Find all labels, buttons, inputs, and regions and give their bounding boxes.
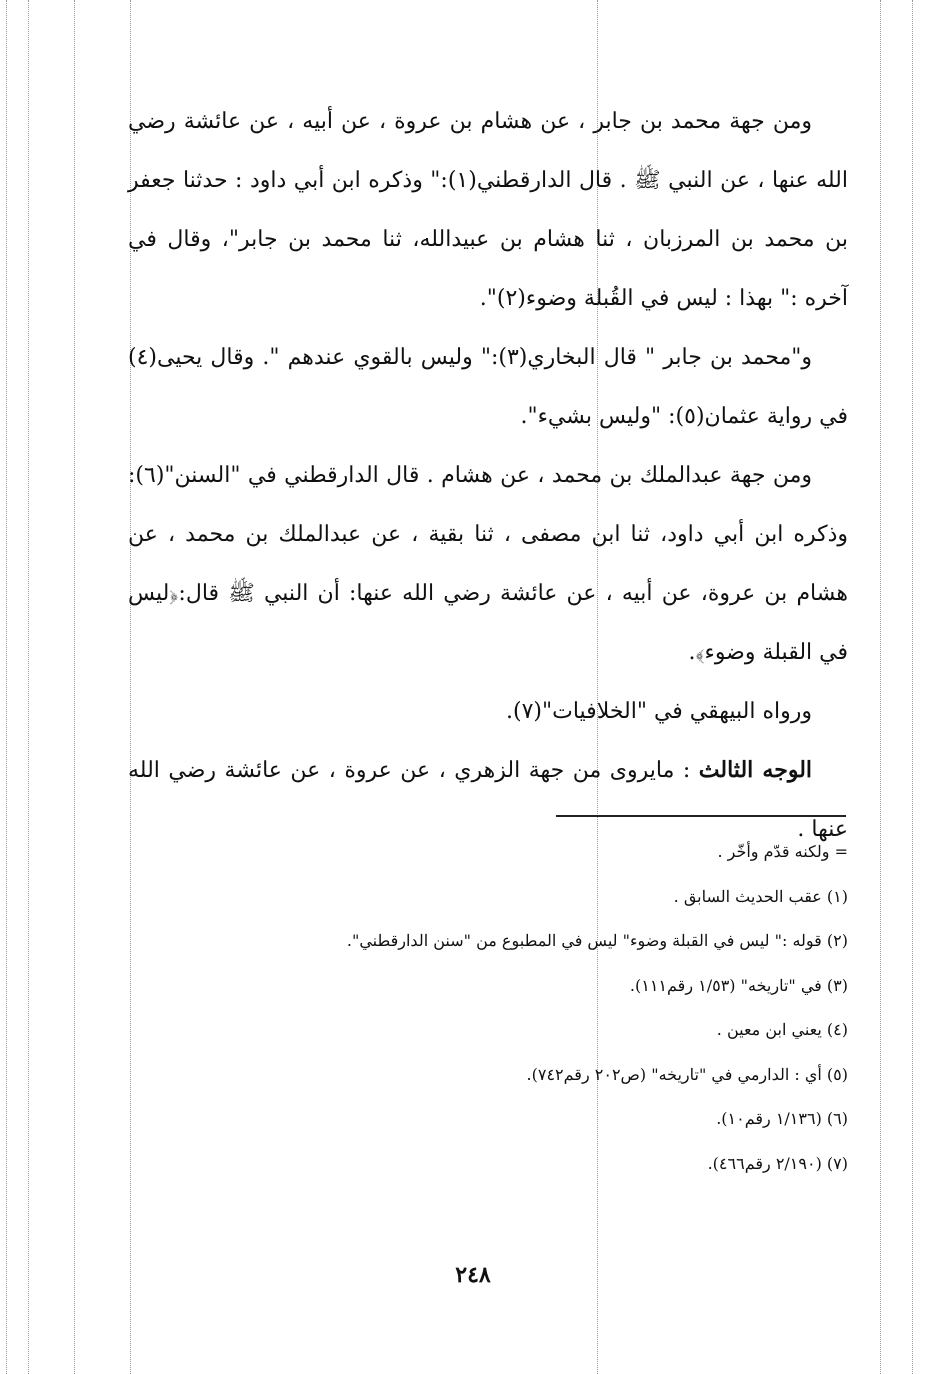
paragraph: ورواه البيهقي في "الخلافيات"(٧). [506, 699, 812, 724]
footnote: (٥) أي : الدارمي في "تاريخه" (ص٢٠٢ رقم٧٤٢). [526, 1064, 848, 1084]
main-text [128, 92, 848, 859]
footnote: (٢) قوله :" ليس في القبلة وضوء" ليس في المطبوع من "سنن الدارقطني". [346, 931, 848, 950]
footnote: (٤) يعني ابن معين . [716, 1020, 848, 1039]
footnote: (٦) (١/١٣٦ رقم١٠). [716, 1109, 848, 1128]
scan-dotted-line [28, 0, 29, 1374]
footnote: (٧) (٢/١٩٠ رقم٤٦٦). [707, 1153, 848, 1173]
scan-dotted-line [74, 0, 75, 1374]
footnote: = ولكنه قدّم وأخّر . [717, 842, 848, 861]
section-text: : مايروى من جهة الزهري ، عن عروة ، عن عائشة رضي الله عنها . [128, 758, 848, 842]
scan-dotted-line [6, 0, 7, 1374]
scan-dotted-line [880, 0, 881, 1374]
footnote: (٣) في "تاريخه" (١/٥٣ رقم١١١). [629, 975, 848, 995]
footnote: (١) عقب الحديث السابق . [673, 886, 848, 906]
paragraph: ومن جهة محمد بن جابر ، عن هشام بن عروة ، عن أبيه ، عن عائشة رضي الله عنها ، عن النبي ﷺ . قال الدارقطني(١):" وذكره ابن أبي داود : حدثنا جعفر بن محمد بن المرزبان ، ثنا هشام بن عبيدالله، ثنا محمد بن جابر"، وقال في آخره :" بهذا : ليس في القُبلة وضوء(٢)". [128, 109, 848, 311]
footnote-separator [556, 815, 846, 817]
page-number: ٢٤٨ [455, 1262, 491, 1288]
section-heading: الوجه الثالث [698, 757, 813, 783]
paragraph: و"محمد بن جابر " قال البخاري(٣):" وليس بالقوي عندهم ". وقال يحيى(٤) في رواية عثمان(٥): "وليس بشيء". [128, 345, 848, 429]
paragraph: ومن جهة عبدالملك بن محمد ، عن هشام . قال الدارقطني في "السنن"(٦): وذكره ابن أبي داود، ثنا ابن مصفى ، ثنا بقية ، عن عبدالملك بن محمد ، عن هشام بن عروة، عن أبيه ، عن عائشة رضي الله عنها: أن النبي ﷺ قال:﴿ليس في القبلة وضوء﴾. [128, 463, 848, 665]
scan-dotted-line [912, 0, 913, 1374]
footnotes [128, 830, 848, 1186]
